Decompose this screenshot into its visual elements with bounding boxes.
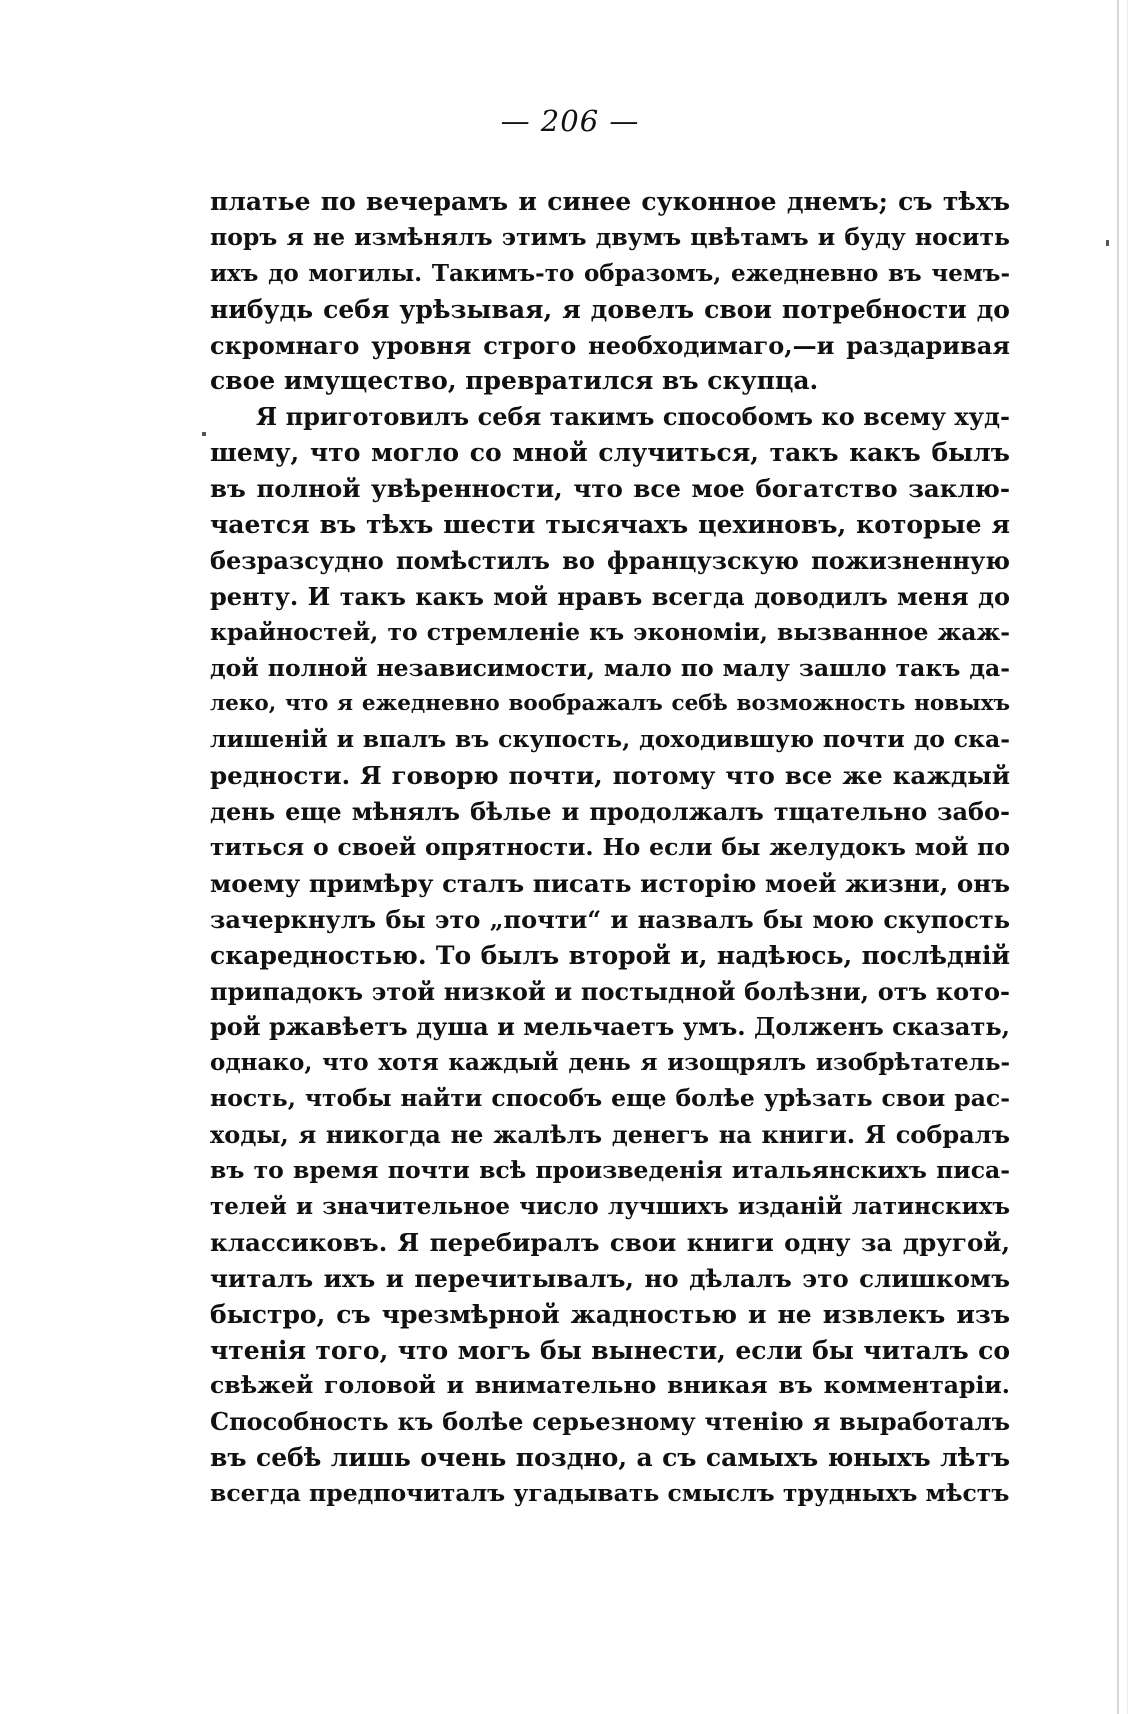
text-line: крайностей, то стремленіе къ экономіи, вызванное жаж- (210, 617, 1010, 646)
text-line: читалъ ихъ и перечитывалъ, но дѣлалъ это слишкомъ (210, 1263, 1010, 1293)
text-line: однако, что хотя каждый день я изощрялъ изобрѣтатель- (210, 1049, 1010, 1077)
text-line: платье по вечерамъ и синее суконное днемъ; съ тѣхъ (210, 187, 1010, 216)
page-edge-line-outer (1127, 0, 1128, 1714)
text-line: лишеній и впалъ въ скупость, доходившую почти до ска- (210, 725, 1010, 754)
text-line: Способность къ болѣе серьезному чтенію я выработалъ (210, 1407, 1010, 1437)
text-line: титься о своей опрятности. Но если бы желудокъ мой по (210, 833, 1010, 862)
text-line: скромнаго уровня строго необходимаго,—и раздаривая (210, 330, 1010, 360)
text-line: ренту. И такъ какъ мой нравъ всегда доводилъ меня до (210, 581, 1010, 611)
text-line: рой ржавѣетъ душа и мельчаетъ умъ. Долженъ сказать, (210, 1012, 1010, 1042)
text-line: быстро, съ чрезмѣрной жадностью и не извлекъ изъ (210, 1299, 1010, 1329)
text-line: свое имущество, превратился въ скупца. (210, 366, 819, 396)
text-line: чтенія того, что могъ бы вынести, если бы читалъ со (210, 1335, 1010, 1365)
text-line: въ полной увѣренности, что все мое богатство заклю- (210, 474, 1010, 504)
text-line: Я приготовилъ себя такимъ способомъ ко всему худ- (256, 402, 1010, 432)
text-line: леко, что я ежедневно воображалъ себѣ возможность новыхъ (210, 691, 1010, 717)
text-line: ходы, я никогда не жалѣлъ денегъ на книги. Я собралъ (210, 1120, 1010, 1150)
margin-ink-dot (202, 432, 206, 436)
page-number: — 206 — (500, 104, 640, 138)
text-line: свѣжей головой и внимательно вникая въ комментаріи. (210, 1371, 1010, 1400)
text-line: нибудь себя урѣзывая, я довелъ свои потребности до (210, 294, 1010, 324)
paragraph (210, 184, 1010, 399)
text-line: скаредностью. То былъ второй и, надѣюсь, послѣдній (210, 940, 1010, 970)
text-line: припадокъ этой низкой и постыдной болѣзни, отъ кото- (210, 976, 1010, 1006)
text-line: ность, чтобы найти способъ еще болѣе урѣзать свои рас- (210, 1084, 1010, 1113)
body-text (210, 184, 1010, 1512)
text-line: всегда предпочиталъ угадывать смыслъ трудныхъ мѣстъ (210, 1479, 1010, 1508)
text-line: дой полной независимости, мало по малу зашло такъ да- (210, 653, 1010, 682)
text-line: телей и значительное число лучшихъ изданій латинскихъ (210, 1192, 1010, 1220)
text-line: чается въ тѣхъ шести тысячахъ цехиновъ, которые я (210, 510, 1010, 540)
text-line: день еще мѣнялъ бѣлье и продолжалъ тщательно забо- (210, 797, 1010, 827)
paragraph (210, 399, 1010, 1512)
text-line: ихъ до могилы. Такимъ-то образомъ, ежедневно въ чемъ- (210, 259, 1010, 287)
text-line: въ себѣ лишь очень поздно, а съ самыхъ юныхъ лѣтъ (210, 1443, 1010, 1473)
text-line: въ то время почти всѣ произведенія итальянскихъ писа- (210, 1156, 1010, 1185)
text-line: безразсудно помѣстилъ во французскую пожизненную (210, 545, 1010, 575)
margin-ink-mark (1106, 240, 1109, 246)
text-line: классиковъ. Я перебиралъ свои книги одну за другой, (210, 1227, 1010, 1257)
page-edge-line (1117, 0, 1119, 1714)
text-line: поръ я не измѣнялъ этимъ двумъ цвѣтамъ и буду носить (210, 222, 1010, 251)
text-line: шему, что могло со мной случиться, такъ какъ былъ (210, 438, 1010, 468)
text-line: моему примѣру сталъ писать исторію моей жизни, онъ (210, 868, 1010, 898)
text-line: зачеркнулъ бы это „почти“ и назвалъ бы мою скупость (210, 904, 1010, 934)
text-line: редности. Я говорю почти, потому что все же каждый (210, 761, 1010, 791)
